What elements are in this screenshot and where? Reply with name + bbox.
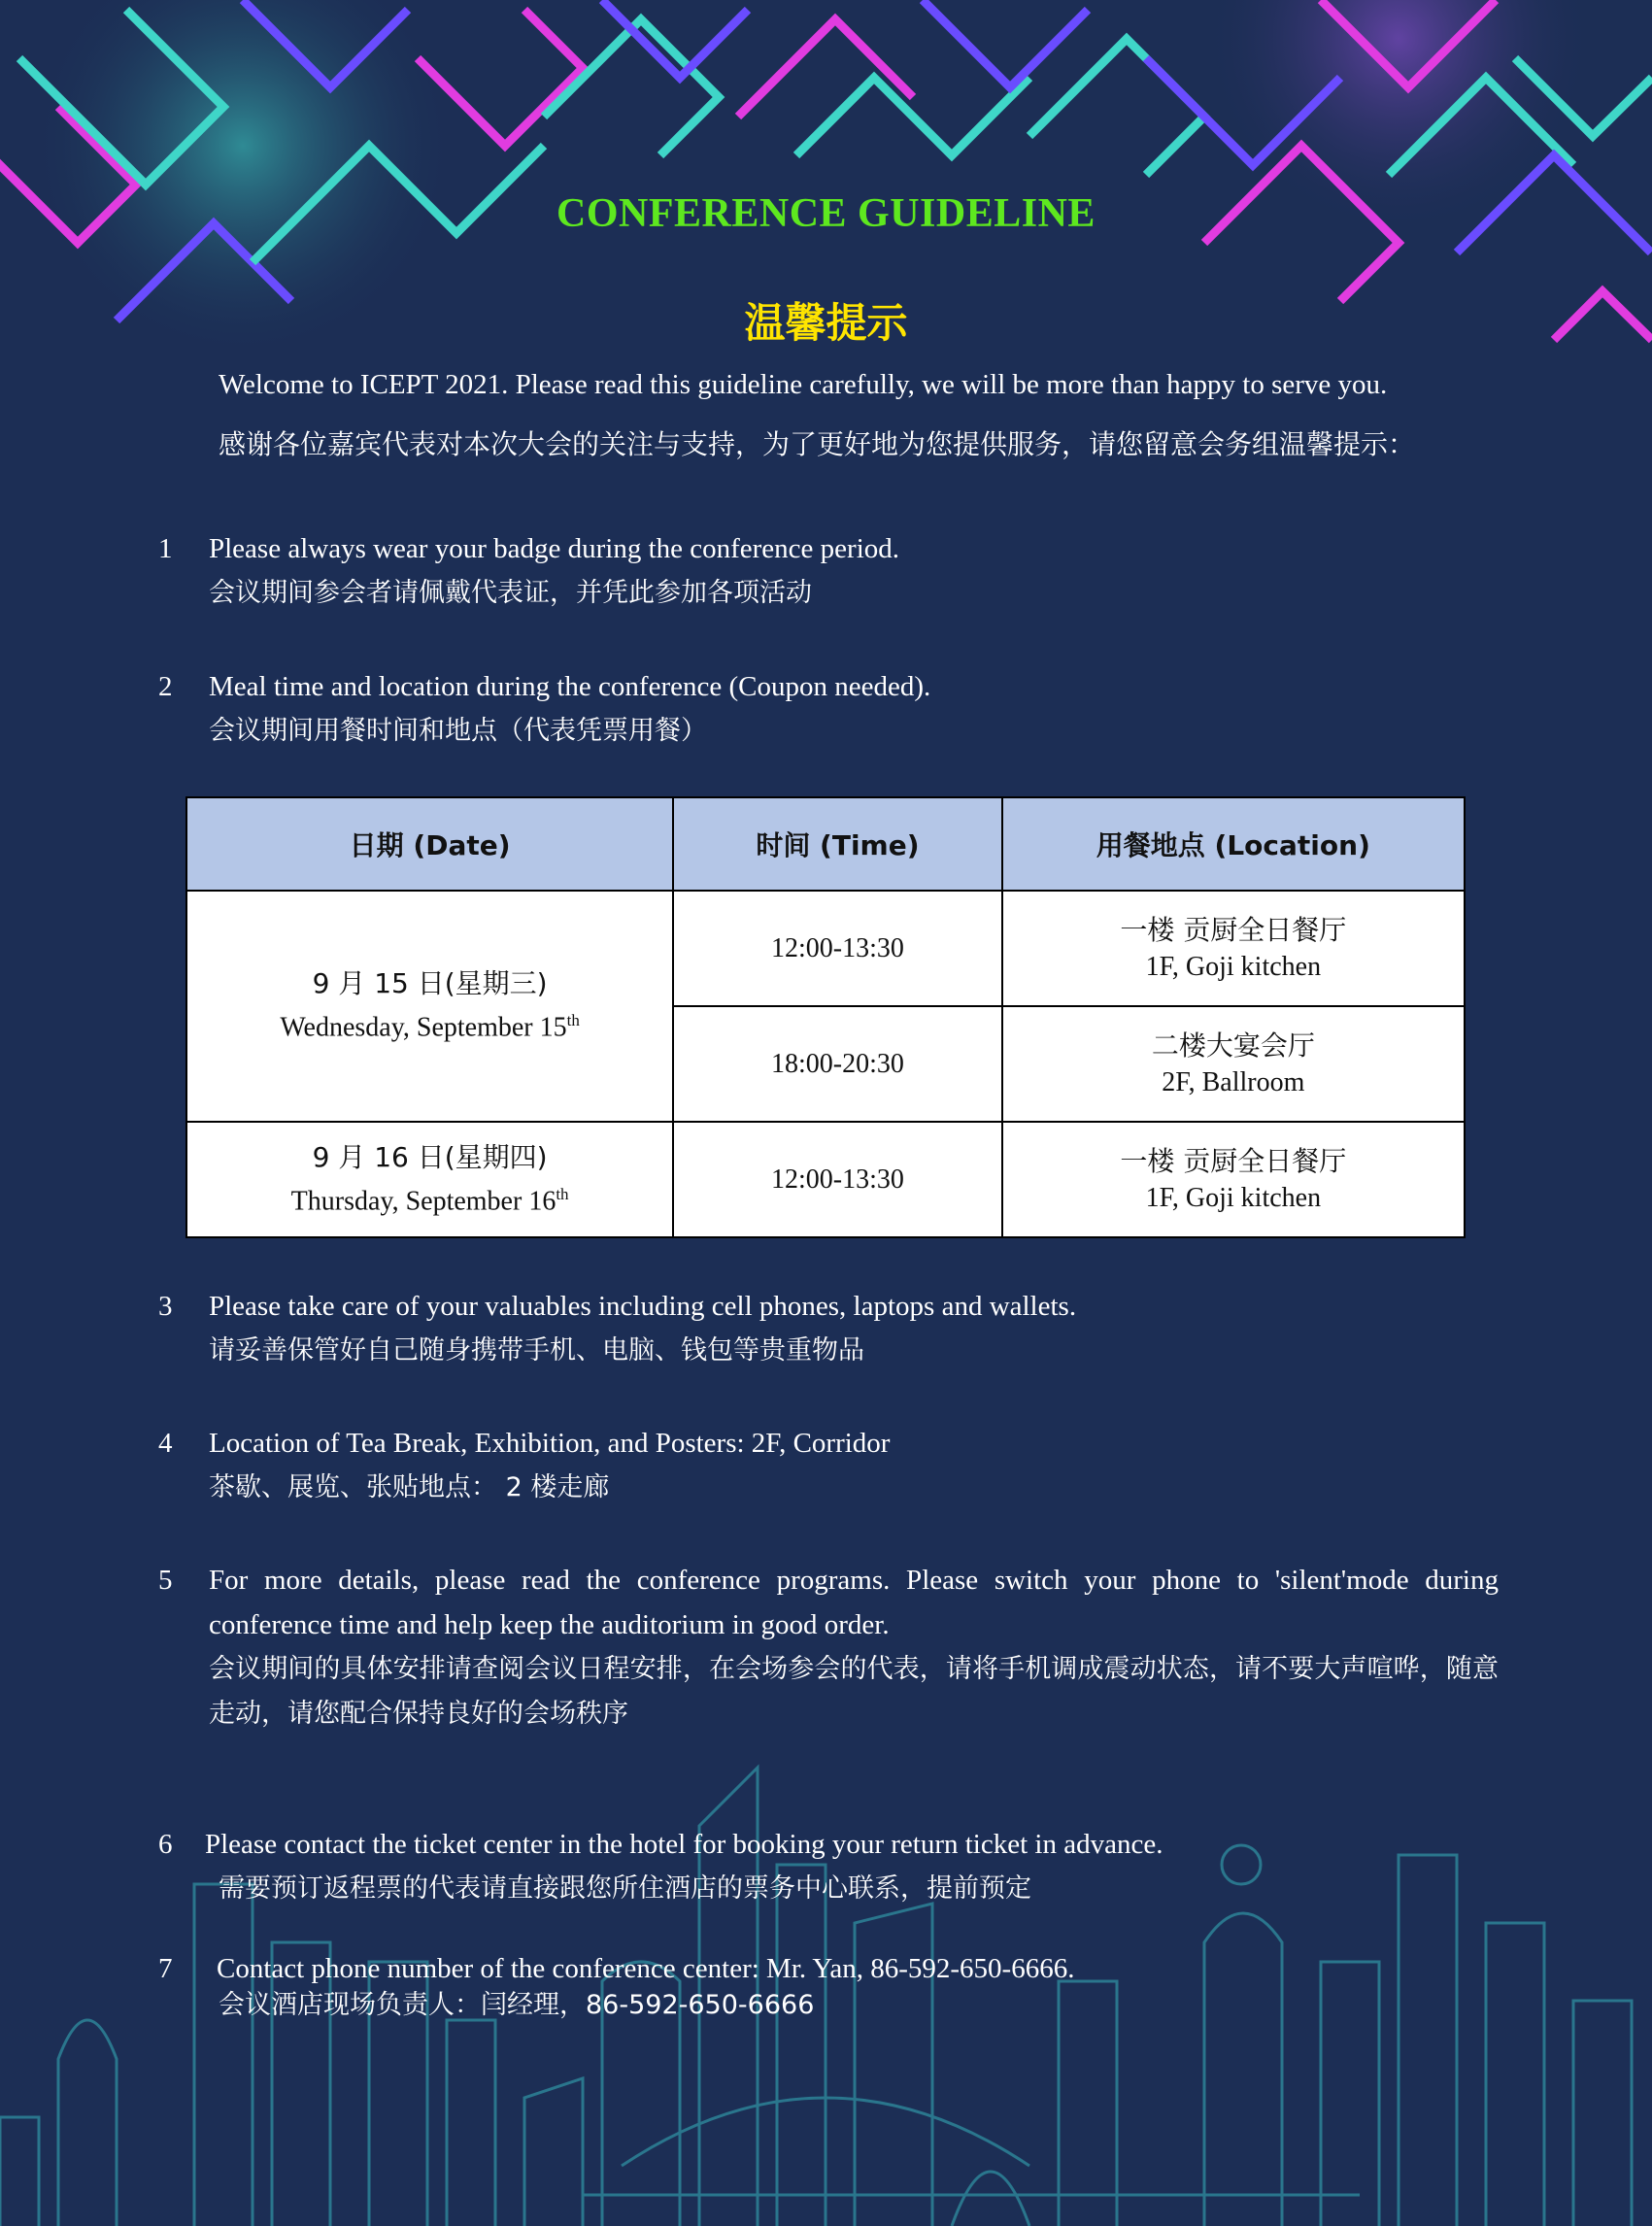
date-cell-day1 — [186, 891, 673, 1122]
item-number: 1 — [158, 533, 173, 564]
location-cell — [1002, 1006, 1465, 1122]
item-chinese: 茶歇、展览、张贴地点： 2 楼走廊 — [209, 1472, 610, 1502]
item-number: 6 — [158, 1829, 173, 1860]
item-english: Contact phone number of the conference center: Mr. Yan, 86-592-650-6666. — [217, 1953, 1075, 1984]
column-header-time: 时间 (Time) — [673, 797, 1001, 891]
column-header-location: 用餐地点 (Location) — [1002, 797, 1465, 891]
page-subtitle: 温馨提示 — [744, 299, 908, 347]
item-english: For more details, please read the conference programs. Please switch your phone to 'silent'mode during conference time and help keep the auditorium in good order. — [209, 1565, 1499, 1640]
table-row — [186, 891, 1465, 1006]
location-english: 2F, Ballroom — [1162, 1066, 1305, 1097]
intro-chinese: 感谢各位嘉宾代表对本次大会的关注与支持，为了更好地为您提供服务，请您留意会务组温馨提示： — [219, 428, 1416, 460]
date-chinese: 9 月 16 日(星期四) — [312, 1140, 548, 1173]
intro-english: Welcome to ICEPT 2021. Please read this guideline carefully, we will be more than happy to serve you. — [219, 369, 1388, 400]
column-header-date: 日期 (Date) — [186, 797, 673, 891]
item-chinese: 会议期间的具体安排请查阅会议日程安排，在会场参会的代表，请将手机调成震动状态，请不要大声喧哗，随意走动，请您配合保持良好的会场秩序 — [209, 1654, 1499, 1729]
time-cell: 18:00-20:30 — [673, 1006, 1001, 1122]
item-number: 4 — [158, 1428, 173, 1459]
guideline-item-2 — [158, 664, 1499, 754]
guideline-item-4 — [158, 1421, 1499, 1510]
table-header-row — [186, 797, 1465, 891]
location-chinese: 一楼 贡厨全日餐厅 — [1120, 913, 1347, 946]
page-title: CONFERENCE GUIDELINE — [556, 191, 1096, 236]
location-chinese: 二楼大宴会厅 — [1151, 1029, 1315, 1062]
guideline-item-5 — [158, 1558, 1499, 1737]
item-chinese: 会议酒店现场负责人：闫经理，86-592-650-6666 — [219, 1990, 815, 2020]
date-chinese: 9 月 15 日(星期三) — [312, 967, 548, 1000]
location-cell — [1002, 1122, 1465, 1237]
item-number: 5 — [158, 1565, 173, 1596]
table-row — [186, 1122, 1465, 1237]
date-english: Thursday, September 16th — [290, 1184, 569, 1217]
item-english: Please contact the ticket center in the hotel for booking your return ticket in advance. — [205, 1829, 1163, 1860]
date-cell-day2 — [186, 1122, 673, 1237]
item-number: 3 — [158, 1291, 173, 1322]
guideline-item-1 — [158, 526, 1499, 616]
item-number: 7 — [158, 1953, 173, 1984]
meal-schedule-table — [185, 796, 1466, 1238]
location-chinese: 一楼 贡厨全日餐厅 — [1120, 1144, 1347, 1177]
location-english: 1F, Goji kitchen — [1145, 951, 1322, 982]
guideline-item-3 — [158, 1284, 1499, 1373]
item-chinese: 会议期间用餐时间和地点（代表凭票用餐） — [209, 716, 707, 746]
location-cell — [1002, 891, 1465, 1006]
time-cell: 12:00-13:30 — [673, 1122, 1001, 1237]
item-english: Location of Tea Break, Exhibition, and Posters: 2F, Corridor — [209, 1428, 891, 1459]
location-english: 1F, Goji kitchen — [1145, 1182, 1322, 1213]
item-chinese: 需要预订返程票的代表请直接跟您所住酒店的票务中心联系，提前预定 — [219, 1873, 1031, 1904]
guideline-item-7 — [158, 1950, 1499, 2024]
item-number: 2 — [158, 671, 173, 702]
item-chinese: 会议期间参会者请佩戴代表证，并凭此参加各项活动 — [209, 578, 812, 608]
item-english: Meal time and location during the conference (Coupon needed). — [209, 671, 931, 702]
date-english: Wednesday, September 15th — [280, 1011, 580, 1043]
item-chinese: 请妥善保管好自己随身携带手机、电脑、钱包等贵重物品 — [209, 1335, 864, 1366]
time-cell: 12:00-13:30 — [673, 891, 1001, 1006]
guideline-item-6 — [158, 1822, 1499, 1911]
item-english: Please take care of your valuables including cell phones, laptops and wallets. — [209, 1291, 1077, 1322]
item-english: Please always wear your badge during the conference period. — [209, 533, 900, 564]
